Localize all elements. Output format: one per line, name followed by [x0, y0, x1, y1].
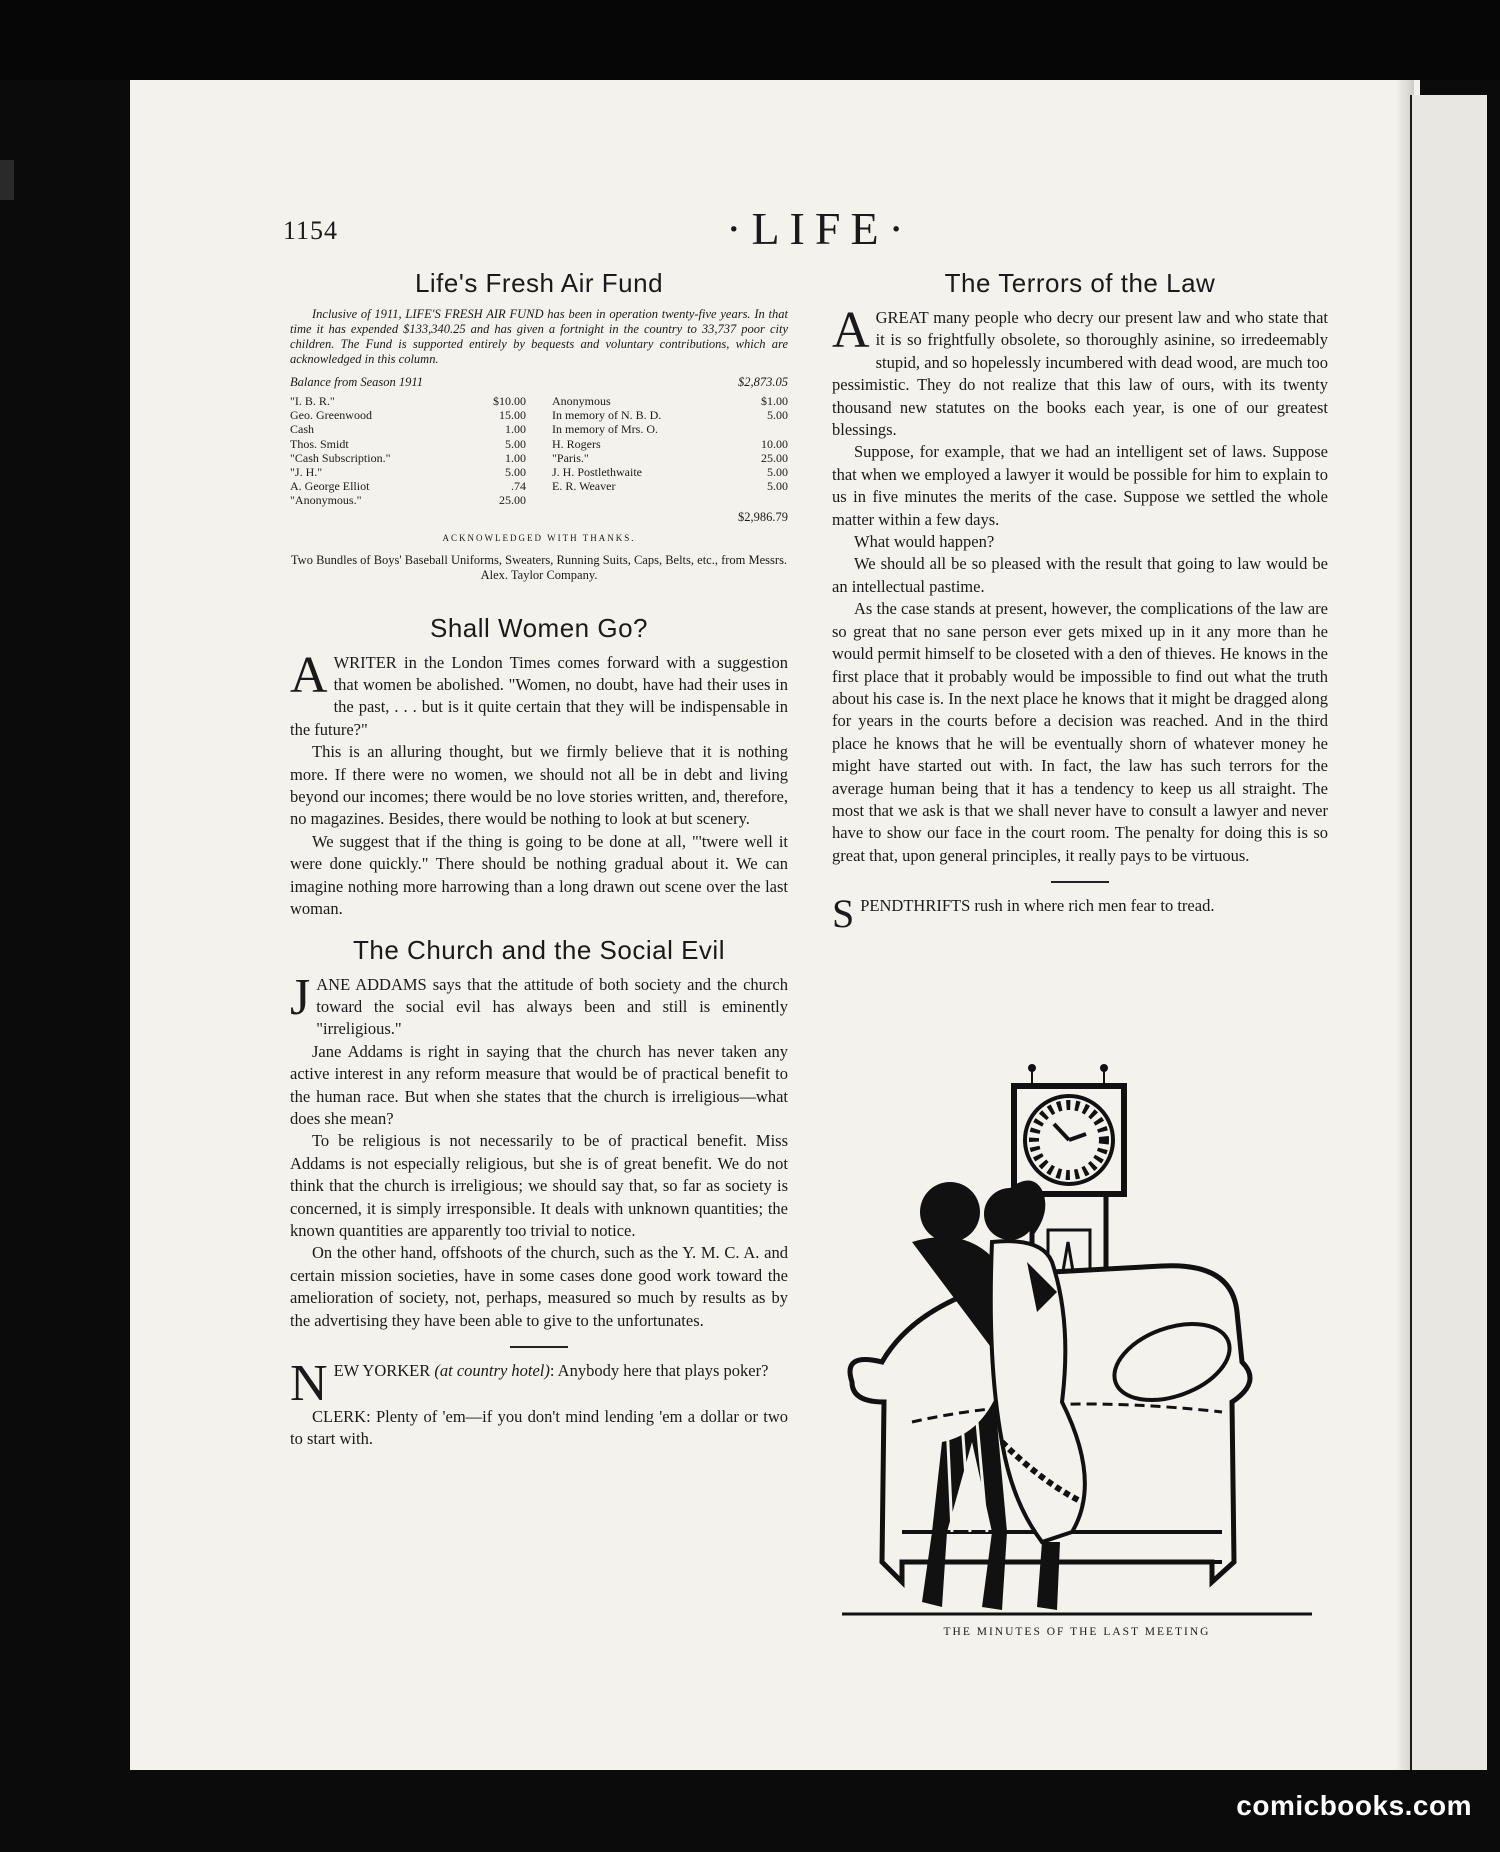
- section-divider: [1051, 881, 1109, 883]
- donation-list: [290, 394, 788, 508]
- donor-name: In memory of N. B. D.: [552, 408, 662, 423]
- church-section: [290, 935, 788, 1333]
- church-title: The Church and the Social Evil: [353, 934, 725, 965]
- donor-name: "Anonymous.": [290, 493, 362, 508]
- donation-row: [290, 451, 526, 465]
- donation-amount: 1.00: [505, 422, 526, 437]
- donation-total: $2,986.79: [738, 509, 788, 524]
- paragraph-text: ANE ADDAMS says that the attitude of both society and the church toward the social evil has always been and still is eminently "irreligious.": [316, 974, 788, 1039]
- illustration-caption: THE MINUTES OF THE LAST MEETING: [943, 1626, 1211, 1638]
- donation-row: [290, 437, 526, 451]
- donation-amount: 25.00: [499, 493, 526, 508]
- donation-row: [552, 408, 788, 422]
- terrors-title: The Terrors of the Law: [944, 268, 1216, 298]
- paragraph-text: WRITER in the London Times comes forward with a suggestion that women be abolished. "Women, no doubt, have had their uses in the past, . . . but is it quite certain that they will be indispensable in the future?": [290, 652, 788, 739]
- drop-cap: N: [290, 1355, 328, 1412]
- donation-row: [290, 493, 526, 507]
- scan-top-edge: [0, 0, 1500, 80]
- donor-name: Cash: [290, 422, 314, 437]
- donation-row: [552, 437, 788, 451]
- donation-amount: 10.00: [761, 436, 788, 451]
- article-paragraph: Suppose, for example, that we had an intelligent set of laws. Suppose that when we employed a lawyer it would be possible for him to explain to us in five minutes the merits of the case. Suppose we settled the whole matter within a few days.: [832, 442, 1328, 529]
- page-number: 1154: [283, 216, 339, 245]
- donor-name: Geo. Greenwood: [290, 408, 372, 423]
- donation-row: [290, 422, 526, 436]
- donation-amount: .74: [511, 479, 526, 494]
- balance-value: $2,873.05: [738, 375, 788, 389]
- joke-reply-speaker: CLERK:: [312, 1407, 371, 1426]
- donor-name: "Paris.": [552, 450, 589, 465]
- article-paragraph: This is an alluring thought, but we firmly believe that it is nothing more. If there were no women, we should not all be in debt and living beyond our incomes; there would be no love stories written, and, therefore, no magazines. Besides, there would be nothing to look at but scenery.: [290, 742, 788, 829]
- donation-row: [552, 422, 788, 436]
- uniforms-note: Two Bundles of Boys' Baseball Uniforms, Sweaters, Running Suits, Caps, Belts, etc., from Messrs. Alex. Taylor Company.: [290, 552, 788, 582]
- silhouette-illustration: [842, 1062, 1312, 1622]
- article-paragraph: We should all be so pleased with the result that going to law would be an intellectual pastime.: [832, 554, 1328, 596]
- article-paragraph: We suggest that if the thing is going to be done at all, "'twere well it were done quickly." There should be nothing gradual about it. We can imagine nothing more harrowing than a long drawn out scene over the last woman.: [290, 831, 788, 919]
- donation-row: [290, 408, 526, 422]
- donor-name: Anonymous: [552, 394, 611, 408]
- article-paragraph: On the other hand, offshoots of the church, such as the Y. M. C. A. and certain mission societies, have in some cases done good work toward the amelioration of society, not, perhaps, measured so much by results as by the advertising they have been able to give to the unfortunates.: [290, 1243, 788, 1330]
- donor-name: "J. H.": [290, 465, 323, 480]
- shall-women-go-section: [290, 613, 788, 921]
- donation-amount: $10.00: [493, 394, 526, 408]
- donation-row: [552, 451, 788, 465]
- article-paragraph: To be religious is not necessarily to be of practical benefit. Miss Addams is not especially religious, but she is of great benefit. We do not think that the church is irreligious; we should say that, so far as society is concerned, it is simply irresponsible. It deals with unknown quantities; the known quantities are apparently too trivial to notice.: [290, 1131, 788, 1240]
- joke-question: : Anybody here that plays poker?: [549, 1361, 769, 1380]
- donor-name: E. R. Weaver: [552, 479, 616, 494]
- article-paragraph: [290, 968, 788, 1041]
- drop-cap: A: [832, 302, 870, 359]
- donation-amount: 5.00: [767, 465, 788, 480]
- source-watermark: comicbooks.com: [1236, 1790, 1472, 1821]
- article-paragraph: [290, 646, 788, 742]
- left-column: [290, 268, 788, 1451]
- drop-cap: S: [832, 891, 855, 937]
- balance-line: [290, 375, 788, 390]
- scan-left-strip: [0, 160, 14, 200]
- joke-line: [290, 1355, 788, 1412]
- donation-row: [552, 394, 788, 408]
- donor-name: A. George Elliot: [290, 479, 370, 494]
- donor-name: "I. B. R.": [290, 394, 335, 408]
- masthead: ·LIFE·: [726, 203, 914, 254]
- donation-row: [290, 479, 526, 493]
- facing-page-edge: [1410, 95, 1487, 1770]
- fresh-air-fund-title: Life's Fresh Air Fund: [414, 268, 664, 298]
- joke-speaker: EW YORKER: [333, 1361, 431, 1380]
- donation-amount: 1.00: [505, 450, 526, 465]
- joke-reply-text: Plenty of 'em—if you don't mind lending 'em a dollar or two to start with.: [290, 1407, 789, 1449]
- donation-amount: 5.00: [767, 479, 788, 494]
- drop-cap: A: [290, 646, 328, 704]
- article-paragraph: What would happen?: [854, 532, 995, 552]
- donation-row: [552, 479, 788, 493]
- donation-column-left: [290, 394, 526, 508]
- donation-row: [552, 465, 788, 479]
- terrors-section: [832, 268, 1328, 867]
- donor-name: In memory of Mrs. O.: [552, 422, 658, 437]
- paragraph-text: GREAT many people who decry our present law and who state that it is so frightfully obsolete, so thoroughly asinine, so irredeemably stupid, and so hopelessly incumbered with dead wood, are much too pessimistic. They do not realize that this law of ours, with its twenty thousand new statutes on the books each year, is one of our greatest blessings.: [832, 308, 1328, 440]
- new-yorker-joke: [290, 1355, 789, 1451]
- donation-row: [290, 465, 526, 479]
- donor-name: Thos. Smidt: [290, 436, 349, 451]
- article-paragraph: Jane Addams is right in saying that the church has never taken any active interest in any reform measure that would be of practical benefit to the human race. But when she states that the church is irreligious—what does she mean?: [290, 1041, 788, 1128]
- donation-amount: 5.00: [505, 465, 526, 480]
- donor-name: J. H. Postlethwaite: [552, 465, 642, 480]
- donation-column-right: [552, 394, 788, 508]
- shall-women-go-title: Shall Women Go?: [429, 612, 648, 643]
- joke-reply: [290, 1406, 788, 1451]
- balance-label: Balance from Season 1911: [290, 375, 423, 389]
- fresh-air-fund-intro: Inclusive of 1911, LIFE'S FRESH AIR FUND has been in operation twenty-five years. In that time it has expended $133,340.25 and has given a fortnight in the country to 33,737 poor city children. The Fund is supported entirely by bequests and voluntary contributions, which are acknowledged in this column.: [290, 307, 788, 366]
- man-head: [920, 1182, 980, 1242]
- donation-row: [290, 394, 526, 408]
- right-column: [832, 268, 1328, 937]
- acknowledged-note: ACKNOWLEDGED WITH THANKS.: [442, 532, 636, 543]
- donation-amount: 15.00: [499, 408, 526, 423]
- donation-amount: 25.00: [761, 450, 788, 465]
- donor-name: H. Rogers: [552, 436, 601, 451]
- donation-amount: 5.00: [505, 436, 526, 451]
- spendthrifts-quip: [832, 891, 1328, 937]
- article-paragraph: [832, 302, 1328, 441]
- donor-name: "Cash Subscription.": [290, 450, 391, 465]
- drop-cap: J: [290, 968, 311, 1026]
- donation-amount: 5.00: [767, 408, 788, 423]
- section-divider: [510, 1346, 568, 1348]
- quip-text: PENDTHRIFTS rush in where rich men fear to tread.: [860, 896, 1215, 916]
- joke-stage-direction: (at country hotel): [434, 1361, 550, 1380]
- article-paragraph: As the case stands at present, however, the complications of the law are so great that no sane person ever gets mixed up in it any more than he would permit himself to be closeted with a den of thieves. He knows in the first place that it probably would be impossible to find out what the truth about his case is. In the next place he knows that it might be dragged along for years in the courts before a decision was reached. And in the third place he knows that he will be eventually shorn of whatever money he might have started out with. In fact, the law has such terrors for the average human being that it has a tendency to keep us all straight. The most that we ask is that we shall never have to consult a lawyer and never have to show our face in the court room. The penalty for doing this is so great that, upon general principles, it really pays to be virtuous.: [832, 599, 1328, 865]
- donation-amount: $1.00: [761, 394, 788, 408]
- fresh-air-fund-section: [290, 268, 788, 583]
